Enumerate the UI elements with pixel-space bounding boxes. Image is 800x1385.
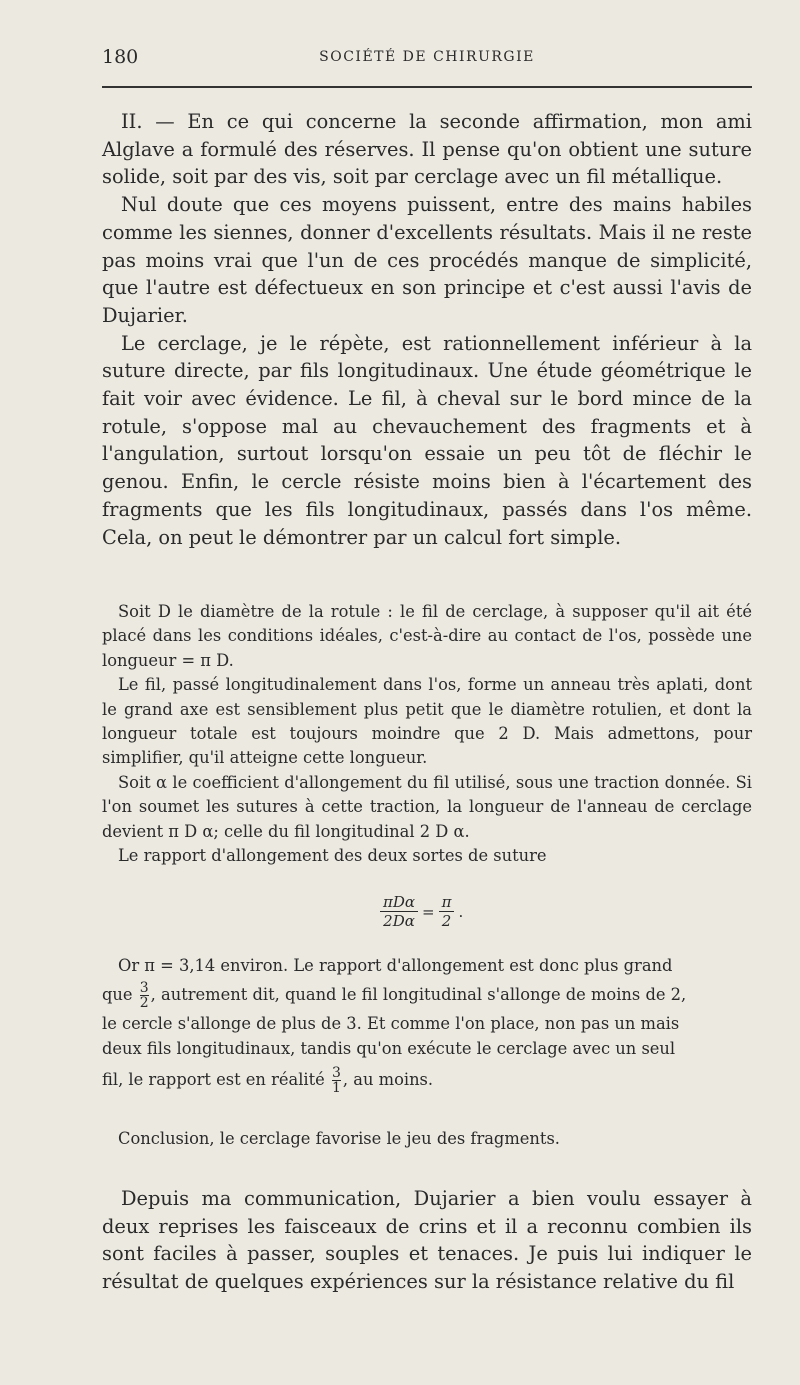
text-span: , autrement dit, quand le fil longitudinal s'allonge de moins de 2, (150, 985, 687, 1005)
paragraph: Nul doute que ces moyens puissent, entre des mains habiles comme les siennes, donner d'excellents résultats. Mais il ne reste pas moins vrai que l'un de ces procédés manque de simplicité, que l'autre est défectueux en son principe et c'est aussi l'avis de Dujarier. (102, 193, 752, 327)
page-number: 180 (102, 46, 139, 68)
text-span: fil, le rapport est en réalité (102, 1070, 325, 1090)
numerator: 3 (331, 1065, 341, 1082)
equals-sign: = (422, 902, 435, 921)
section-2 (102, 1185, 752, 1296)
paragraph: Soit D le diamètre de la rotule : le fil de cerclage, à supposer qu'il ait été placé dans les conditions idéales, c'est-à-dire au contact de l'os, possède une longueur = π D. (102, 602, 752, 670)
text-line (102, 978, 752, 1012)
text-line: Or π = 3,14 environ. Le rapport d'allongement est donc plus grand (118, 956, 673, 975)
text-line: le cercle s'allonge de plus de 3. Et comme l'on place, non pas un mais (102, 1014, 680, 1034)
numerator: πDα (383, 893, 416, 911)
denominator: 1 (331, 1080, 341, 1097)
ratio-formula (380, 893, 467, 930)
text-line: deux fils longitudinaux, tandis qu'on exécute le cerclage avec un seul (102, 1038, 676, 1058)
paragraph: Le cerclage, je le répète, est rationnellement inférieur à la suture directe, par fils longitudinaux. Une étude géométrique le fait voir avec évidence. Le fil, à cheval sur le bord mince de la rotule, s'oppose mal au chevauchement des fragments et à l'angulation, surtout lorsqu'on essaie un peu tôt de fléchir le genou. Enfin, le cercle résiste moins bien à l'écartement des fragments que les fils longitudinaux, passés dans l'os même. Cela, on peut le démontrer par un calcul fort simple. (102, 331, 752, 549)
denominator: 2 (139, 995, 149, 1012)
paragraph: Le rapport d'allongement des deux sortes de suture (118, 846, 547, 866)
running-title: SOCIÉTÉ DE CHIRURGIE (319, 49, 535, 65)
paragraph: Soit α le coefficient d'allongement du fil utilisé, sous une traction donnée. Si l'on soumet les sutures à cette traction, la longueur de l'anneau de cerclage devient π D α; celle du fil longitudinal 2 D α. (102, 772, 752, 841)
conclusion: Conclusion, le cerclage favorise le jeu des fragments. (118, 1129, 560, 1148)
text-span: que (102, 985, 133, 1005)
fraction (380, 893, 418, 930)
page-header (102, 46, 752, 72)
numerator: π (441, 893, 452, 911)
paragraph: II. — En ce qui concerne la seconde affirmation, mon ami Alglave a formulé des réserves. Il pense qu'on obtient une suture solide, soit par des vis, soit par cerclage avec un fil métallique. (102, 110, 752, 189)
fraction (140, 981, 149, 1010)
header-rule (102, 86, 752, 88)
text-span: , au moins. (342, 1070, 434, 1090)
paragraph: Le fil, passé longitudinalement dans l'os, forme un anneau très aplati, dont le grand axe est sensiblement plus petit que le diamètre rotulien, et dont la longueur totale est toujours moindre que 2 D. Mais admettons, pour simplifier, qu'il atteigne cette longueur. (102, 675, 752, 768)
denominator: 2Dα (380, 911, 418, 930)
calculation-continuation (102, 954, 752, 1099)
numerator: 3 (139, 980, 149, 997)
section-1 (102, 108, 752, 551)
denominator: 2 (439, 911, 455, 930)
calculation-block (102, 600, 752, 868)
text-line (102, 1061, 752, 1099)
fraction (332, 1066, 341, 1095)
period: . (458, 902, 464, 921)
fraction (439, 893, 455, 930)
paragraph: Depuis ma communication, Dujarier a bien voulu essayer à deux reprises les faisceaux de crins et il a reconnu combien ils sont faciles à passer, souples et tenaces. Je puis lui indiquer le résultat de quelques expériences sur la résistance relative du fil (102, 1187, 752, 1294)
